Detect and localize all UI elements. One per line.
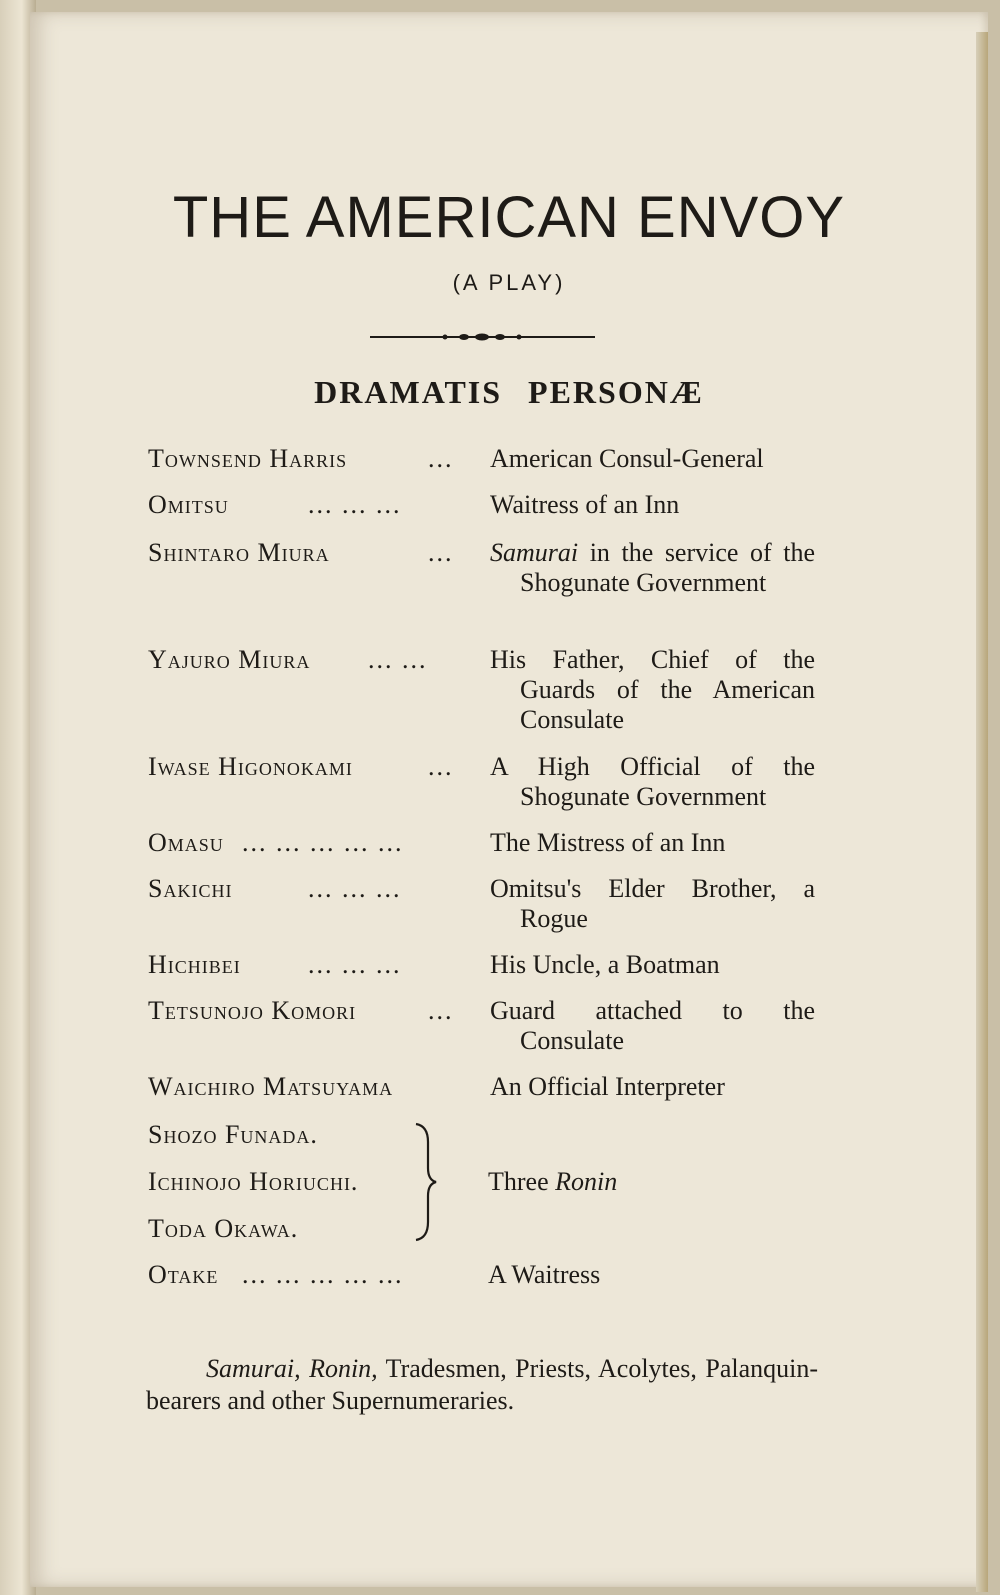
character-name: Otake (148, 1260, 219, 1289)
leader-dots: ... (428, 752, 454, 781)
character-role: His Father, Chief of the Guards of the American Consulate (490, 645, 815, 734)
leader-dots: ... ... ... ... ... (242, 828, 404, 857)
leader-dots: ... (428, 538, 454, 567)
character-name: Townsend Harris (148, 444, 348, 473)
character-role: An Official Interpreter (490, 1072, 725, 1101)
character-role: American Consul-General (490, 444, 764, 473)
character-name: Sakichi (148, 874, 233, 903)
leader-dots: ... ... ... (308, 874, 402, 903)
note-text: Tradesmen, Priests, Acolytes, Palanquin-bearers and other Supernumeraries. (146, 1354, 819, 1415)
leader-dots: ... ... ... (308, 950, 402, 979)
character-name: Iwase Higonokami (148, 752, 353, 781)
ronin-name: Toda Okawa. (148, 1214, 299, 1243)
character-role: Omitsu's Elder Brother, a Rogue (490, 874, 815, 933)
supernumeraries-note (146, 1353, 818, 1417)
heading-word-2: PERSONÆ (528, 374, 704, 410)
character-role: Guard attached to the Consulate (490, 996, 815, 1055)
leader-dots: ... ... (368, 645, 428, 674)
play-title: THE AMERICAN ENVOY (172, 185, 846, 250)
ronin-name: Ichinojo Horiuchi. (148, 1167, 359, 1196)
character-name: Omitsu (148, 490, 229, 519)
heading-word-1: DRAMATIS (314, 374, 503, 410)
role-italic-term: Samurai (490, 538, 579, 567)
book-page (30, 12, 988, 1587)
cast-list (30, 12, 988, 1587)
ronin-role-prefix: Three (488, 1167, 549, 1196)
ronin-role (488, 1167, 617, 1197)
leader-dots: ... ... ... ... ... (242, 1260, 404, 1289)
character-name: Yajuro Miura (148, 645, 311, 674)
ronin-name: Shozo Funada. (148, 1120, 318, 1149)
character-name: Tetsunojo Komori (148, 996, 357, 1025)
right-brace-icon (410, 1122, 440, 1242)
character-role: A High Official of the Shogunate Government (490, 752, 815, 811)
leader-dots: ... (428, 996, 454, 1025)
character-role: The Mistress of an Inn (490, 828, 726, 857)
character-name: Hichibei (148, 950, 241, 979)
role-text: in the service of the Shogunate Government (520, 538, 815, 597)
character-name: Waichiro Matsuyama (148, 1072, 394, 1101)
leader-dots: ... (428, 444, 454, 473)
character-name: Omasu (148, 828, 224, 857)
character-role: A Waitress (488, 1260, 601, 1289)
character-name: Shintaro Miura (148, 538, 330, 567)
play-subtitle: (A PLAY) (452, 270, 566, 295)
note-italic-ronin: Ronin, (309, 1354, 378, 1383)
character-role: Waitress of an Inn (490, 490, 680, 519)
character-role (490, 538, 815, 598)
ronin-role-term: Ronin (555, 1167, 618, 1196)
character-role: His Uncle, a Boatman (490, 950, 720, 979)
leader-dots: ... ... ... (308, 490, 402, 519)
note-italic-samurai: Samurai, (206, 1354, 301, 1383)
